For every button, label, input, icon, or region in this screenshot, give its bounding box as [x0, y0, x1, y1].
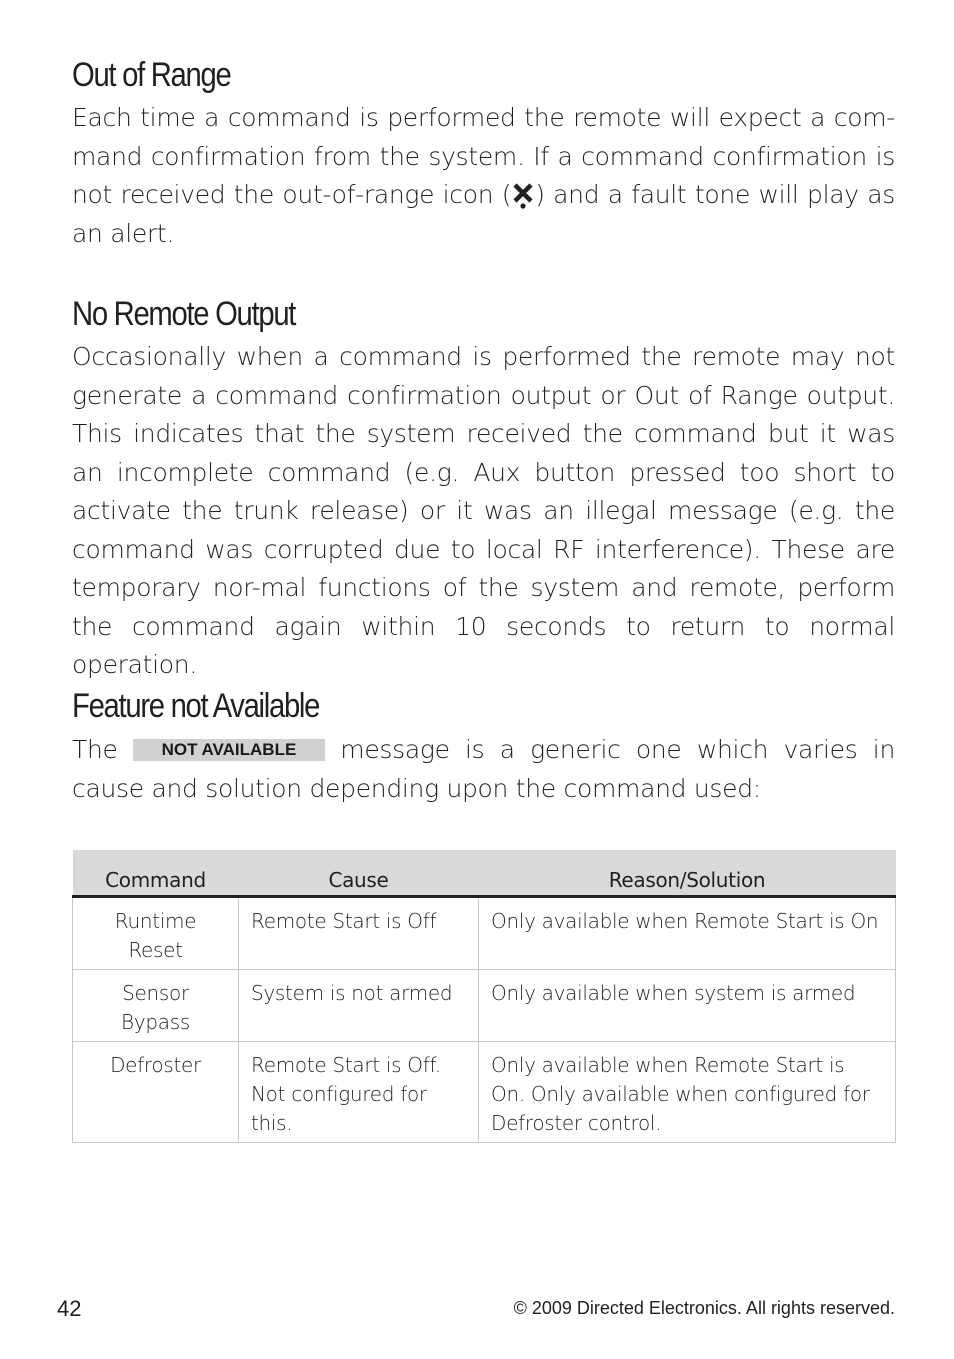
cell-command: Sensor Bypass — [73, 970, 239, 1042]
section-text-out-of-range — [72, 99, 895, 253]
out-of-range-text-before: Each time a command is performed the remote will expect a com-mand confirmation from the system. If a command confirmation is not received the out-of-range icon ( — [72, 103, 895, 209]
header-reason-solution: Reason/Solution — [479, 850, 896, 897]
out-of-range-text-after: ) and a fault tone will play as an alert. — [72, 180, 895, 248]
table-header-row — [73, 850, 896, 897]
cell-command: Runtime Reset — [73, 897, 239, 970]
section-title-out-of-range: Out of Range — [72, 56, 231, 94]
section-title-feature-not-available: Feature not Available — [72, 687, 320, 725]
feature-text-after: message is a generic one which varies in cause and solution depending upon the command used: — [72, 735, 895, 803]
cell-reason: Only available when system is armed — [479, 970, 896, 1042]
table-row — [73, 970, 896, 1042]
out-of-range-icon — [511, 181, 535, 209]
not-available-badge: NOT AVAILABLE — [133, 739, 325, 761]
cell-cause: Remote Start is Off — [239, 897, 479, 970]
header-cause: Cause — [239, 850, 479, 897]
table-row — [73, 897, 896, 970]
feature-text-before: The — [72, 735, 133, 764]
cell-cause: Remote Start is Off. Not configured for this. — [239, 1042, 479, 1143]
cell-reason: Only available when Remote Start is On. Only available when configured for Defroster control. — [479, 1042, 896, 1143]
section-title-no-remote-output: No Remote Output — [72, 295, 296, 333]
cell-cause: System is not armed — [239, 970, 479, 1042]
copyright-notice: © 2009 Directed Electronics. All rights reserved. — [513, 1298, 895, 1318]
cell-reason: Only available when Remote Start is On — [479, 897, 896, 970]
section-text-no-remote-output: Occasionally when a command is performed the remote may not generate a command confirmation output or Out of Range output. This indicates that the system received the command but it was an incomplete command (e.g. Aux button pressed too short to activate the trunk release) or it was an illegal message (e.g. the command was corrupted due to local RF interference). These are temporary nor-mal functions of the system and remote, perform the command again within 10 seconds to return to normal operation. — [72, 342, 895, 679]
cell-command: Defroster — [73, 1042, 239, 1143]
page-number: 42 — [57, 1296, 82, 1321]
not-available-table — [72, 850, 896, 1143]
table-row — [73, 1042, 896, 1143]
header-command: Command — [73, 850, 239, 897]
section-text-feature-not-available — [72, 731, 895, 808]
